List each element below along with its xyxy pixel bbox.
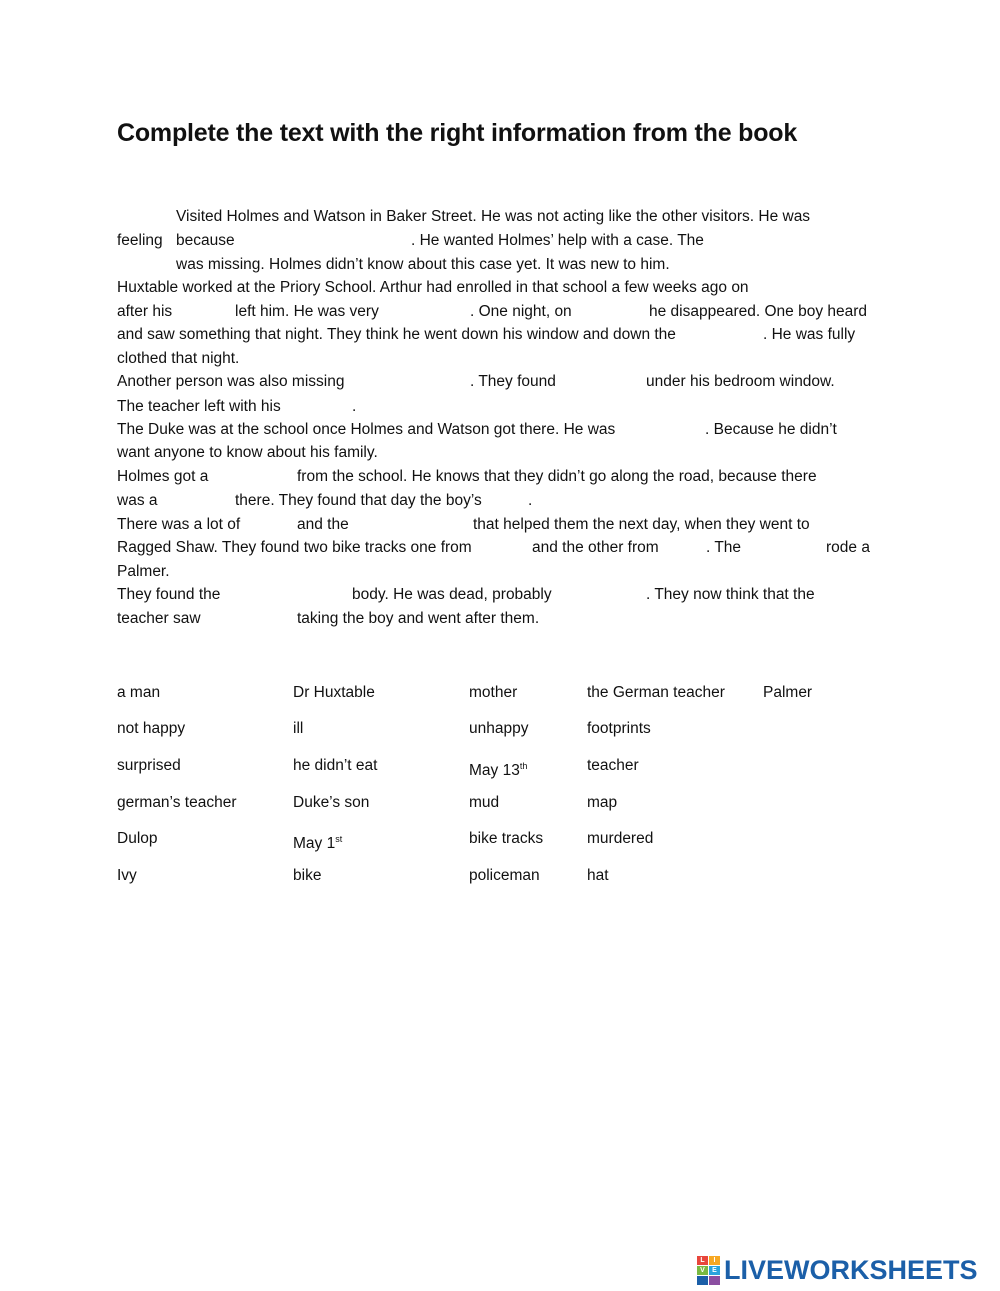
word-bank-item [763,683,812,703]
answer-gap[interactable] [740,536,824,558]
word-bank-label: not happy [117,720,186,737]
answer-gap[interactable] [357,370,469,392]
passage-text: and saw something that night. They think he went down his window and down the [117,326,676,343]
passage-text: The teacher left with his [117,398,281,415]
word-bank-item [587,683,725,703]
word-bank-item [469,829,543,849]
passage-text: was missing. Holmes didn’t know about this case yet. It was new to him. [176,256,670,273]
word-bank-label: ill [293,720,304,737]
logo-block: V [697,1266,708,1275]
word-bank-item [469,756,527,781]
answer-gap[interactable] [564,583,644,605]
word-bank-item [587,829,653,849]
word-bank-item [293,719,303,739]
word-bank-item [293,866,321,886]
passage-text: want anyone to know about his family. [117,444,378,461]
word-bank-label: bike [293,867,322,884]
word-bank-item [469,683,517,703]
answer-gap[interactable] [353,513,471,535]
answer-gap[interactable] [390,300,468,322]
word-bank-label: Ivy [117,867,137,884]
word-bank-item [293,683,375,703]
word-bank-item [117,756,181,776]
answer-gap[interactable] [247,513,295,535]
answer-gap[interactable] [672,536,704,558]
answer-gap[interactable] [561,370,643,392]
word-bank-item [117,866,137,886]
word-bank-item [587,719,651,739]
ordinal-suffix: th [519,761,528,771]
answer-gap[interactable] [500,489,527,511]
word-bank-label: policeman [469,867,540,884]
answer-gap[interactable] [490,536,530,558]
word-bank-item [117,719,185,739]
passage-text: rode a [826,539,870,556]
answer-gap[interactable] [236,229,408,251]
word-bank-item [587,793,617,813]
word-bank-label: Dulop [117,830,158,847]
passage-text: feeling [117,232,163,249]
passage-text: There was a lot of [117,516,241,533]
answer-gap[interactable] [213,465,295,487]
word-bank-label: mud [469,794,500,811]
passage-text: because [176,232,235,249]
word-bank-label: mother [469,684,518,701]
logo-block: E [709,1266,720,1275]
word-bank-item [117,683,160,703]
passage-text: . They now think that the [646,586,815,603]
word-bank-item [469,866,540,886]
word-bank-label: footprints [587,720,651,737]
word-bank-label: teacher [587,757,639,774]
word-bank-item [117,793,236,813]
word-bank-label: he didn’t eat [293,757,378,774]
word-bank-label: hat [587,867,609,884]
logo-text: LIVEWORKSHEETS [724,1254,978,1285]
word-bank-label: surprised [117,757,181,774]
word-bank-label: the German teacher [587,684,725,701]
answer-gap[interactable] [178,300,234,322]
logo-mark-icon [697,1256,720,1285]
word-bank-item [469,719,528,739]
passage-text: and the [297,516,349,533]
passage-text: Palmer. [117,563,170,580]
passage-text: left him. He was very [235,303,379,320]
word-bank-item [293,793,369,813]
passage-text: The Duke was at the school once Holmes and Watson got there. He was [117,421,616,438]
passage-text: was a [117,492,158,509]
word-bank-label: May 13 [469,762,520,779]
passage-text: clothed that night. [117,350,240,367]
logo-block: L [697,1256,708,1265]
word-bank-label: map [587,794,618,811]
passage-text: . [528,492,533,509]
passage-text: that helped them the next day, when they went to [473,516,810,533]
word-bank-label: murdered [587,830,654,847]
passage-text: Huxtable worked at the Priory School. Arthur had enrolled in that school a few weeks ago on [117,279,749,296]
answer-gap[interactable] [117,253,173,275]
passage-text: . One night, on [470,303,572,320]
answer-gap[interactable] [577,300,647,322]
word-bank-label: bike tracks [469,830,544,847]
passage-text: from the school. He knows that they didn’t go along the road, because there [297,468,817,485]
liveworksheets-logo [697,1254,978,1286]
passage-text: after his [117,303,173,320]
answer-gap[interactable] [159,489,233,511]
passage-text: Visited Holmes and Watson in Baker Street. He was not acting like the other visitors. He was [176,208,811,225]
passage-text: . [352,398,357,415]
word-bank-label: Duke’s son [293,794,370,811]
passage-text: there. They found that day the boy’s [235,492,482,509]
passage-text: teacher saw [117,610,201,627]
word-bank-label: a man [117,684,161,701]
passage-text: . He was fully [763,326,856,343]
passage-text: under his bedroom window. [646,373,835,390]
word-bank-label: Palmer [763,684,813,701]
word-bank-item [469,793,499,813]
answer-gap[interactable] [720,323,762,345]
word-bank-item [293,829,342,854]
ordinal-suffix: st [335,834,343,844]
passage-text: body. He was dead, probably [352,586,552,603]
logo-block [709,1276,720,1285]
passage-text: . He wanted Holmes’ help with a case. The [411,232,704,249]
answer-gap[interactable] [294,395,351,417]
word-bank-label: May 1 [293,835,336,852]
passage-text: Another person was also missing [117,373,345,390]
word-bank-item [587,866,609,886]
passage-text: They found the [117,586,221,603]
passage-text: . Because he didn’t [705,421,837,438]
passage-text: and the other from [532,539,659,556]
worksheet-title: Complete the text with the right information from the book [117,119,798,147]
word-bank-label: Dr Huxtable [293,684,375,701]
word-bank-item [587,756,639,776]
word-bank-label: unhappy [469,720,529,737]
word-bank-item [293,756,377,776]
passage-text: taking the boy and went after them. [297,610,540,627]
answer-gap[interactable] [792,276,872,298]
logo-block [697,1276,708,1285]
answer-gap[interactable] [641,418,703,440]
passage-text: . They found [470,373,556,390]
passage-text: Holmes got a [117,468,209,485]
word-bank-item [117,829,158,849]
answer-gap[interactable] [227,583,350,605]
passage-text: . The [706,539,742,556]
answer-gap[interactable] [205,607,295,629]
passage-text: he disappeared. One boy heard [649,303,868,320]
logo-block: I [709,1256,720,1265]
answer-gap[interactable] [719,229,849,251]
word-bank-label: german’s teacher [117,794,237,811]
passage-text: Ragged Shaw. They found two bike tracks one from [117,539,472,556]
